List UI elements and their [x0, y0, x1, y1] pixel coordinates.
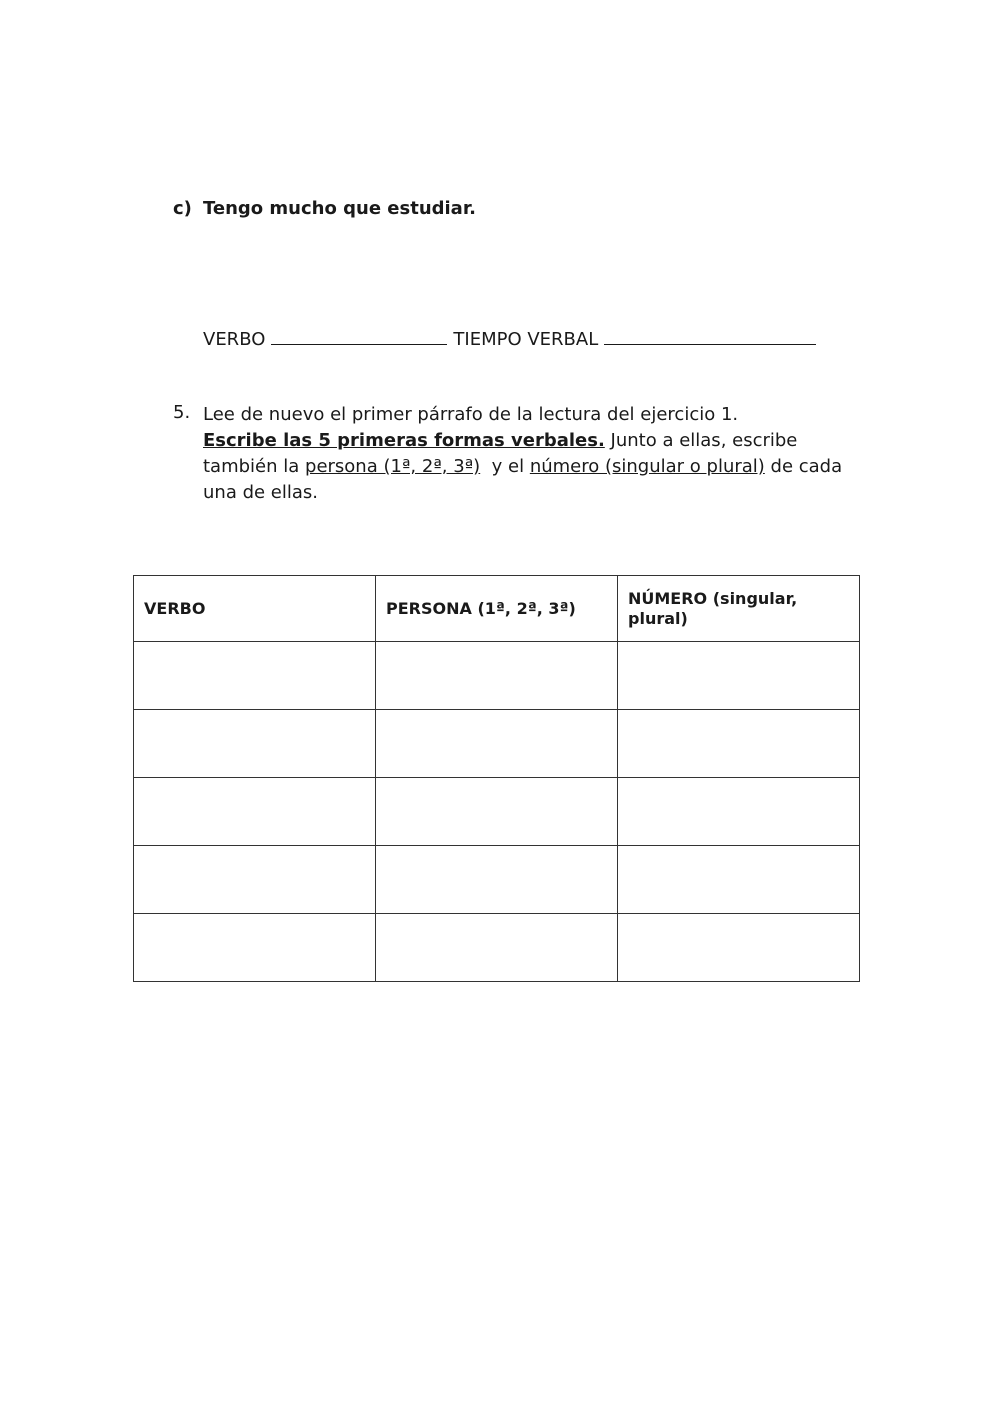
header-numero: NÚMERO (singular, plural) — [618, 576, 860, 642]
table-cell[interactable] — [618, 846, 860, 914]
item-5-text-4: de cada una de ellas. — [203, 456, 843, 503]
table-cell[interactable] — [134, 914, 376, 982]
table-header-row — [134, 576, 860, 642]
table-row — [134, 710, 860, 778]
table-row — [134, 914, 860, 982]
item-5-text-3: y el — [480, 456, 530, 477]
header-persona: PERSONA (1ª, 2ª, 3ª) — [376, 576, 618, 642]
table-cell[interactable] — [618, 778, 860, 846]
table-cell[interactable] — [618, 914, 860, 982]
item-5-numero-underlined: número (singular o plural) — [529, 456, 765, 477]
table-cell[interactable] — [376, 778, 618, 846]
table-cell[interactable] — [376, 914, 618, 982]
table-cell[interactable] — [376, 710, 618, 778]
item-5-persona-underlined: persona (1ª, 2ª, 3ª) — [305, 456, 481, 477]
item-5-text-2: Junto a ellas, escribe también la — [203, 430, 798, 477]
table-cell[interactable] — [134, 846, 376, 914]
verb-table — [133, 575, 860, 982]
item-c-sentence: Tengo mucho que estudiar. — [203, 198, 476, 219]
table-row — [134, 778, 860, 846]
table-cell[interactable] — [134, 778, 376, 846]
table-row — [134, 642, 860, 710]
answer-line — [203, 326, 816, 350]
verbo-answer-blank[interactable] — [271, 326, 447, 345]
item-5-instructions — [203, 402, 843, 506]
tiempo-verbal-label: TIEMPO VERBAL — [453, 329, 599, 350]
table-cell[interactable] — [134, 642, 376, 710]
verbo-label: VERBO — [203, 329, 266, 350]
tiempo-verbal-answer-blank[interactable] — [604, 326, 816, 345]
item-c-marker: c) — [173, 198, 192, 219]
item-5-bold-instruction: Escribe las 5 primeras formas verbales. — [203, 430, 605, 451]
table-cell[interactable] — [376, 846, 618, 914]
item-5-text-1: Lee de nuevo el primer párrafo de la lectura del ejercicio 1. — [203, 404, 739, 425]
table-cell[interactable] — [134, 710, 376, 778]
table-cell[interactable] — [618, 642, 860, 710]
table-cell[interactable] — [618, 710, 860, 778]
header-verbo: VERBO — [134, 576, 376, 642]
item-5-marker: 5. — [173, 402, 191, 423]
table-cell[interactable] — [376, 642, 618, 710]
table-row — [134, 846, 860, 914]
